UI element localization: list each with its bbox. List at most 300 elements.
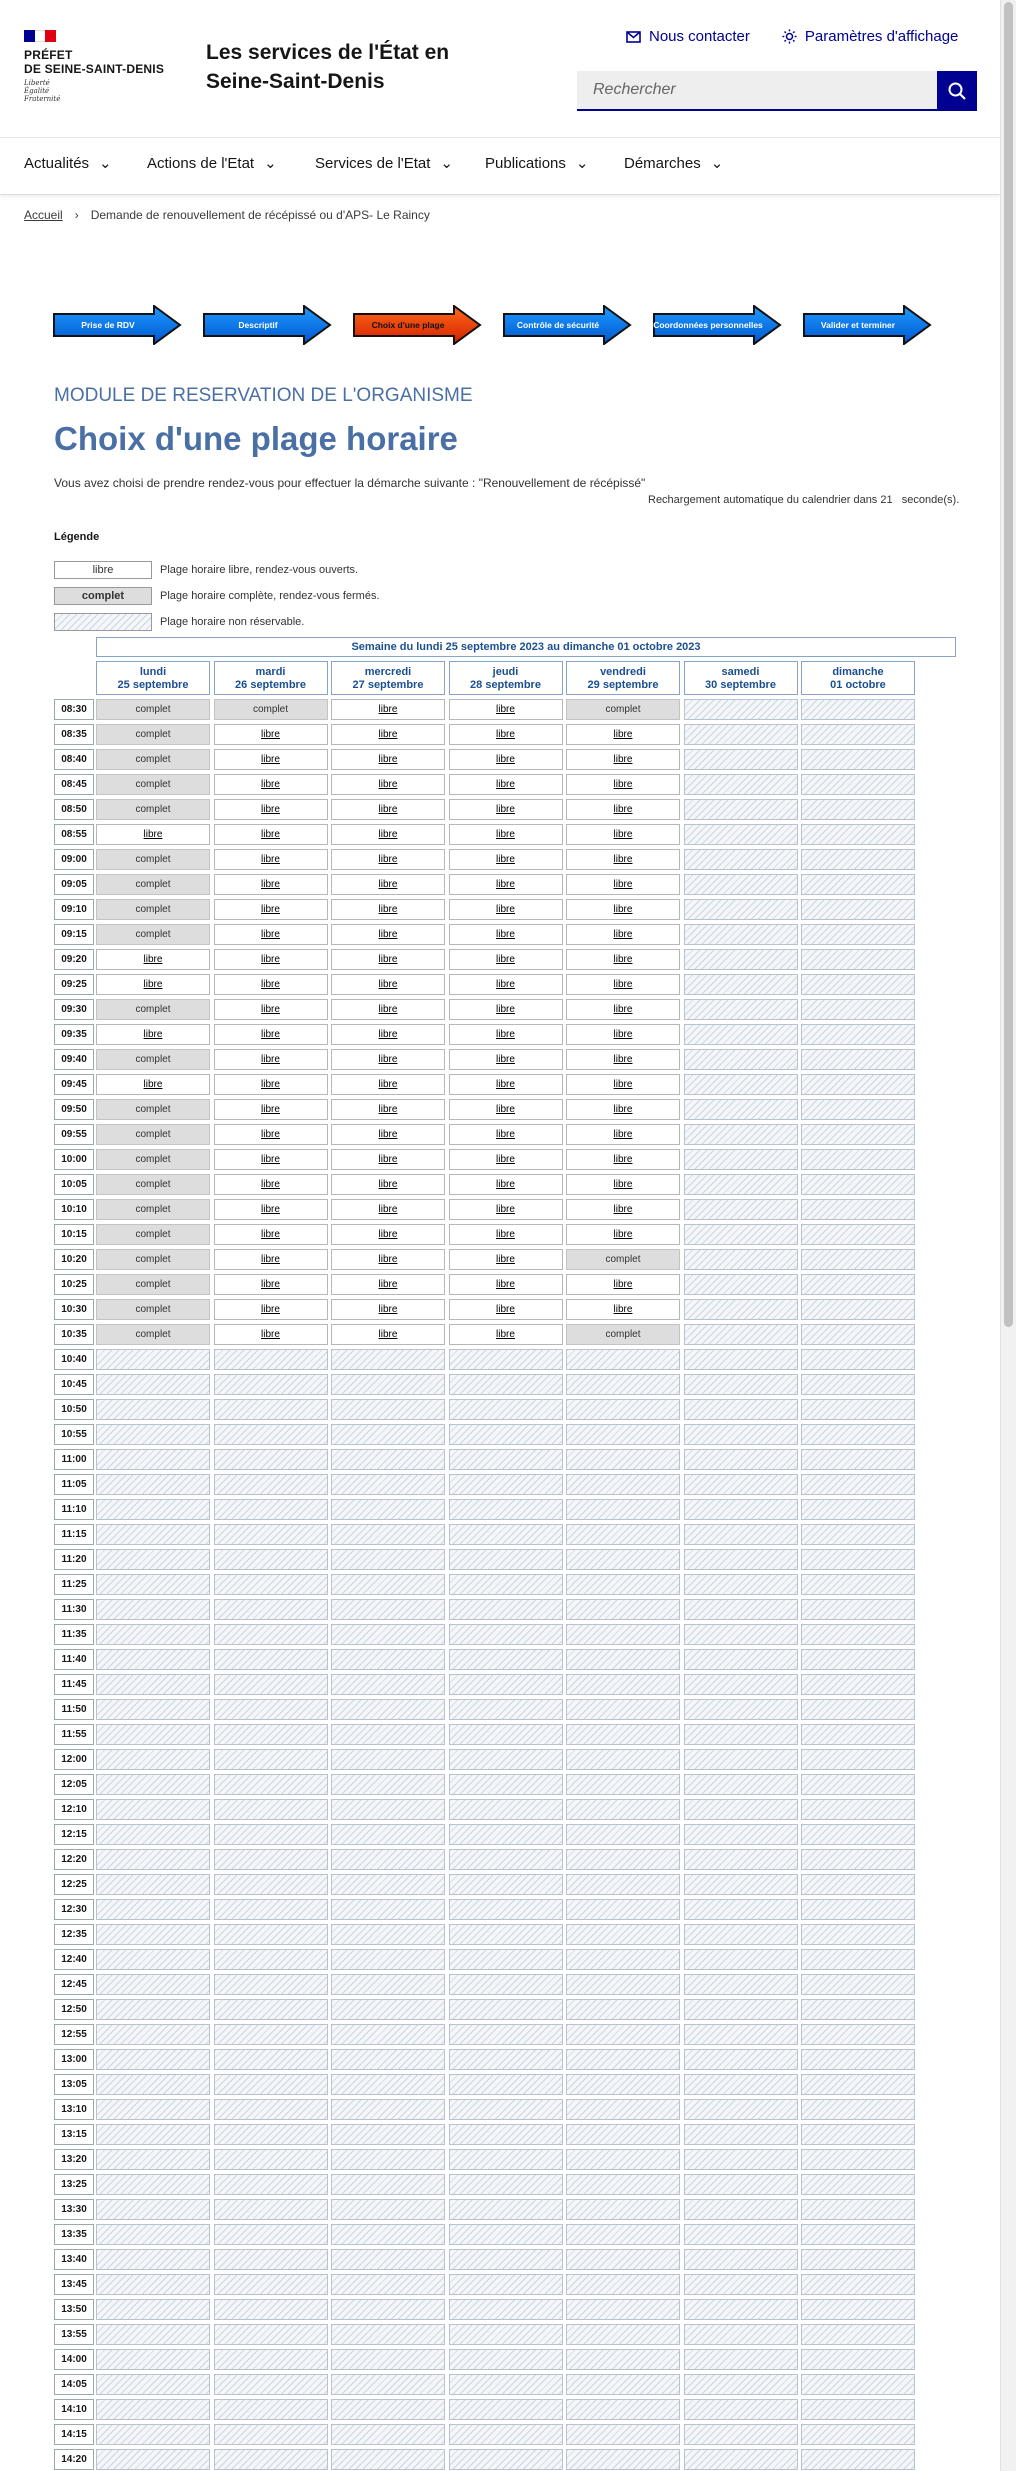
search-button[interactable] xyxy=(937,71,977,111)
slot-libre[interactable]: libre xyxy=(331,924,445,945)
slot-libre[interactable]: libre xyxy=(566,1049,680,1070)
slot-unavailable xyxy=(801,1799,915,1820)
slot-unavailable xyxy=(214,1449,328,1470)
slot-complet: complet xyxy=(566,1324,680,1345)
slot-unavailable xyxy=(449,1474,563,1495)
slot-unavailable xyxy=(214,1599,328,1620)
slot-libre[interactable]: libre xyxy=(331,1124,445,1145)
slot-libre[interactable]: libre xyxy=(449,1249,563,1270)
slot-libre[interactable]: libre xyxy=(566,724,680,745)
slot-unavailable xyxy=(214,1774,328,1795)
slot-libre[interactable]: libre xyxy=(566,1074,680,1095)
slot-libre[interactable]: libre xyxy=(214,1049,328,1070)
slot-libre[interactable]: libre xyxy=(449,974,563,995)
slot-unavailable xyxy=(96,2249,210,2270)
slot-libre[interactable]: libre xyxy=(449,899,563,920)
slot-unavailable xyxy=(684,2299,798,2320)
slot-libre[interactable]: libre xyxy=(331,824,445,845)
slot-libre[interactable]: libre xyxy=(331,1149,445,1170)
time-label: 09:20 xyxy=(54,949,94,970)
slot-libre[interactable]: libre xyxy=(449,774,563,795)
slot-libre[interactable]: libre xyxy=(331,1049,445,1070)
day-date: 29 septembre xyxy=(587,679,659,691)
slot-complet: complet xyxy=(96,849,210,870)
day-name: jeudi xyxy=(492,666,519,678)
slot-unavailable xyxy=(801,1499,915,1520)
slot-unavailable xyxy=(684,699,798,720)
slot-unavailable xyxy=(331,1424,445,1445)
slot-libre[interactable]: libre xyxy=(214,974,328,995)
slot-unavailable xyxy=(566,2199,680,2220)
slot-unavailable xyxy=(96,1674,210,1695)
slot-libre[interactable]: libre xyxy=(214,774,328,795)
slot-libre[interactable]: libre xyxy=(214,799,328,820)
slot-unavailable xyxy=(331,2249,445,2270)
slot-libre[interactable]: libre xyxy=(566,1199,680,1220)
slot-libre[interactable]: libre xyxy=(96,949,210,970)
slot-unavailable xyxy=(449,1349,563,1370)
slot-unavailable xyxy=(331,1974,445,1995)
slot-unavailable xyxy=(801,1399,915,1420)
slot-unavailable xyxy=(801,1924,915,1945)
slot-unavailable xyxy=(801,2099,915,2120)
slot-libre[interactable]: libre xyxy=(331,1299,445,1320)
slot-libre[interactable]: libre xyxy=(214,824,328,845)
slot-unavailable xyxy=(449,1799,563,1820)
french-flag-icon xyxy=(24,30,56,42)
slot-unavailable xyxy=(566,1599,680,1620)
main-nav xyxy=(0,138,1000,195)
search-icon xyxy=(947,81,967,101)
slot-libre[interactable]: libre xyxy=(331,1174,445,1195)
slot-libre[interactable]: libre xyxy=(566,1024,680,1045)
slot-unavailable xyxy=(684,1124,798,1145)
slot-unavailable xyxy=(214,2199,328,2220)
legend-complet xyxy=(54,587,380,605)
slot-unavailable xyxy=(449,2374,563,2395)
slot-unavailable xyxy=(684,1724,798,1745)
slot-unavailable xyxy=(214,1699,328,1720)
nav-actions-etat[interactable]: Actions de l'Etat ⌄ xyxy=(147,154,277,172)
site-name[interactable]: Les services de l'État en Seine-Saint-Denis xyxy=(206,41,450,93)
slot-libre[interactable]: libre xyxy=(566,824,680,845)
time-label: 09:30 xyxy=(54,999,94,1020)
slot-libre[interactable]: libre xyxy=(449,949,563,970)
slot-unavailable xyxy=(96,1949,210,1970)
slot-libre[interactable]: libre xyxy=(566,1149,680,1170)
slot-libre[interactable]: libre xyxy=(331,999,445,1020)
slot-libre[interactable]: libre xyxy=(566,974,680,995)
slot-libre[interactable]: libre xyxy=(96,824,210,845)
slot-unavailable xyxy=(684,1749,798,1770)
slot-unavailable xyxy=(96,2374,210,2395)
slot-libre[interactable]: libre xyxy=(331,1199,445,1220)
slot-unavailable xyxy=(566,1574,680,1595)
slot-unavailable xyxy=(801,1024,915,1045)
slot-libre[interactable]: libre xyxy=(331,849,445,870)
slot-unavailable xyxy=(96,1824,210,1845)
slot-unavailable xyxy=(214,1824,328,1845)
slot-complet: complet xyxy=(566,1249,680,1270)
slot-unavailable xyxy=(566,1474,680,1495)
day-name: mercredi xyxy=(364,666,412,678)
time-label: 13:45 xyxy=(54,2274,94,2295)
slot-unavailable xyxy=(684,2174,798,2195)
slot-libre[interactable]: libre xyxy=(449,874,563,895)
slot-libre[interactable]: libre xyxy=(449,799,563,820)
slot-libre[interactable]: libre xyxy=(566,1299,680,1320)
time-label: 08:35 xyxy=(54,724,94,745)
slot-unavailable xyxy=(684,1449,798,1470)
slot-libre[interactable]: libre xyxy=(566,1274,680,1295)
slot-libre[interactable]: libre xyxy=(449,824,563,845)
slot-unavailable xyxy=(449,2074,563,2095)
slot-unavailable xyxy=(801,1049,915,1070)
module-title: MODULE DE RESERVATION DE L'ORGANISME xyxy=(54,385,473,406)
slot-unavailable xyxy=(684,2349,798,2370)
slot-unavailable xyxy=(566,2374,680,2395)
slot-libre[interactable]: libre xyxy=(566,1174,680,1195)
slot-unavailable xyxy=(801,1424,915,1445)
slot-libre[interactable]: libre xyxy=(331,774,445,795)
step-6 xyxy=(802,305,932,345)
time-label: 13:20 xyxy=(54,2149,94,2170)
slot-unavailable xyxy=(449,1749,563,1770)
slot-libre[interactable]: libre xyxy=(214,999,328,1020)
slot-unavailable xyxy=(801,1849,915,1870)
slot-libre[interactable]: libre xyxy=(331,1324,445,1345)
slot-libre[interactable]: libre xyxy=(449,1199,563,1220)
slot-unavailable xyxy=(449,2224,563,2245)
slot-complet: complet xyxy=(96,724,210,745)
day-date: 01 octobre xyxy=(830,679,886,691)
slot-unavailable xyxy=(449,1899,563,1920)
slot-unavailable xyxy=(331,1874,445,1895)
slot-libre[interactable]: libre xyxy=(214,899,328,920)
display-settings-button[interactable]: Paramètres d'affichage xyxy=(782,28,959,45)
slot-unavailable xyxy=(801,1249,915,1270)
slot-complet: complet xyxy=(96,1124,210,1145)
time-label: 13:35 xyxy=(54,2224,94,2245)
slot-libre[interactable]: libre xyxy=(449,1024,563,1045)
time-label: 14:20 xyxy=(54,2449,94,2470)
legend-complet-swatch: complet xyxy=(54,587,152,605)
slot-libre[interactable]: libre xyxy=(214,949,328,970)
slot-libre[interactable]: libre xyxy=(449,1124,563,1145)
slot-libre[interactable]: libre xyxy=(449,749,563,770)
slot-libre[interactable]: libre xyxy=(566,849,680,870)
time-label: 12:20 xyxy=(54,1849,94,1870)
time-label: 10:05 xyxy=(54,1174,94,1195)
slot-unavailable xyxy=(96,2199,210,2220)
slot-unavailable xyxy=(449,1674,563,1695)
slot-libre[interactable]: libre xyxy=(96,1024,210,1045)
slot-unavailable xyxy=(449,1874,563,1895)
time-label: 09:35 xyxy=(54,1024,94,1045)
slot-unavailable xyxy=(331,2149,445,2170)
slot-unavailable xyxy=(331,2324,445,2345)
slot-unavailable xyxy=(684,1999,798,2020)
time-label: 09:40 xyxy=(54,1049,94,1070)
slot-libre[interactable]: libre xyxy=(566,1099,680,1120)
slot-libre[interactable]: libre xyxy=(449,1274,563,1295)
slot-libre[interactable]: libre xyxy=(449,1174,563,1195)
time-label: 11:00 xyxy=(54,1449,94,1470)
slot-libre[interactable]: libre xyxy=(214,1024,328,1045)
slot-libre[interactable]: libre xyxy=(331,1099,445,1120)
breadcrumb-home[interactable]: Accueil xyxy=(24,208,63,222)
slot-libre[interactable]: libre xyxy=(214,1199,328,1220)
time-label: 12:45 xyxy=(54,1974,94,1995)
slot-unavailable xyxy=(801,1549,915,1570)
slot-unavailable xyxy=(801,1899,915,1920)
slot-libre[interactable]: libre xyxy=(214,1249,328,1270)
slot-libre[interactable]: libre xyxy=(214,1124,328,1145)
slot-libre[interactable]: libre xyxy=(331,724,445,745)
slot-libre[interactable]: libre xyxy=(566,774,680,795)
nav-services-etat[interactable]: Services de l'Etat ⌄ xyxy=(315,154,453,172)
slot-unavailable xyxy=(449,2349,563,2370)
chevron-right-icon: › xyxy=(74,208,79,222)
scrollbar-thumb[interactable] xyxy=(1004,2,1013,1327)
slot-libre[interactable]: libre xyxy=(566,949,680,970)
slot-unavailable xyxy=(684,1649,798,1670)
slot-libre[interactable]: libre xyxy=(331,1224,445,1245)
slot-unavailable xyxy=(214,1849,328,1870)
slot-libre[interactable]: libre xyxy=(214,1099,328,1120)
slot-libre[interactable]: libre xyxy=(331,1024,445,1045)
slot-unavailable xyxy=(96,2174,210,2195)
sun-icon xyxy=(782,29,797,44)
page-scrollbar[interactable] xyxy=(1000,0,1016,2471)
time-label: 13:10 xyxy=(54,2099,94,2120)
slot-unavailable xyxy=(566,2074,680,2095)
time-label: 09:25 xyxy=(54,974,94,995)
slot-unavailable xyxy=(214,2174,328,2195)
contact-link[interactable]: Nous contacter xyxy=(626,28,750,45)
time-label: 14:10 xyxy=(54,2399,94,2420)
time-label: 12:30 xyxy=(54,1899,94,1920)
slot-unavailable xyxy=(566,1824,680,1845)
day-header xyxy=(214,661,328,695)
slot-unavailable xyxy=(684,2424,798,2445)
slot-libre[interactable]: libre xyxy=(566,899,680,920)
slot-libre[interactable]: libre xyxy=(449,849,563,870)
slot-libre[interactable]: libre xyxy=(449,924,563,945)
slot-libre[interactable]: libre xyxy=(331,749,445,770)
slot-unavailable xyxy=(684,2399,798,2420)
slot-unavailable xyxy=(566,2174,680,2195)
slot-libre[interactable]: libre xyxy=(214,1224,328,1245)
slot-libre[interactable]: libre xyxy=(214,749,328,770)
time-label: 13:30 xyxy=(54,2199,94,2220)
slot-libre[interactable]: libre xyxy=(96,974,210,995)
slot-libre[interactable]: libre xyxy=(449,1099,563,1120)
slot-libre[interactable]: libre xyxy=(449,699,563,720)
slot-unavailable xyxy=(801,724,915,745)
time-label: 08:50 xyxy=(54,799,94,820)
slot-unavailable xyxy=(96,1749,210,1770)
nav-publications[interactable]: Publications ⌄ xyxy=(485,154,589,172)
slot-unavailable xyxy=(331,1824,445,1845)
time-label: 11:10 xyxy=(54,1499,94,1520)
slot-complet: complet xyxy=(96,774,210,795)
legend-unavailable xyxy=(54,613,304,631)
slot-unavailable xyxy=(566,1424,680,1445)
search-input[interactable]: Rechercher xyxy=(577,71,937,111)
slot-unavailable xyxy=(684,1074,798,1095)
slot-unavailable xyxy=(96,1799,210,1820)
slot-libre[interactable]: libre xyxy=(449,724,563,745)
slot-unavailable xyxy=(331,1374,445,1395)
slot-libre[interactable]: libre xyxy=(566,799,680,820)
slot-unavailable xyxy=(801,2224,915,2245)
step-2 xyxy=(202,305,332,345)
slot-unavailable xyxy=(801,2424,915,2445)
slot-libre[interactable]: libre xyxy=(566,1224,680,1245)
slot-libre[interactable]: libre xyxy=(566,1124,680,1145)
nav-demarches[interactable]: Démarches ⌄ xyxy=(624,154,724,172)
prefet-logo[interactable] xyxy=(24,30,174,103)
slot-unavailable xyxy=(801,1649,915,1670)
slot-libre[interactable]: libre xyxy=(449,1049,563,1070)
slot-unavailable xyxy=(449,1849,563,1870)
slot-libre[interactable]: libre xyxy=(331,1274,445,1295)
slot-unavailable xyxy=(801,974,915,995)
slot-libre[interactable]: libre xyxy=(214,1274,328,1295)
time-label: 13:40 xyxy=(54,2249,94,2270)
slot-unavailable xyxy=(96,2149,210,2170)
slot-libre[interactable]: libre xyxy=(331,1249,445,1270)
slot-unavailable xyxy=(566,2124,680,2145)
slot-unavailable xyxy=(684,1049,798,1070)
slot-unavailable xyxy=(96,2424,210,2445)
slot-libre[interactable]: libre xyxy=(331,799,445,820)
slot-unavailable xyxy=(331,1449,445,1470)
slot-libre[interactable]: libre xyxy=(214,724,328,745)
day-name: vendredi xyxy=(600,666,646,678)
slot-unavailable xyxy=(449,2099,563,2120)
slot-unavailable xyxy=(684,1399,798,1420)
time-label: 13:15 xyxy=(54,2124,94,2145)
slot-libre[interactable]: libre xyxy=(331,699,445,720)
slot-unavailable xyxy=(449,1549,563,1570)
slot-unavailable xyxy=(449,1999,563,2020)
slot-unavailable xyxy=(449,2299,563,2320)
day-name: lundi xyxy=(139,666,167,678)
slot-unavailable xyxy=(684,749,798,770)
slot-unavailable xyxy=(566,1899,680,1920)
slot-unavailable xyxy=(449,2274,563,2295)
slot-unavailable xyxy=(684,1849,798,1870)
slot-libre[interactable]: libre xyxy=(331,874,445,895)
slot-unavailable xyxy=(96,1524,210,1545)
slot-libre[interactable]: libre xyxy=(214,874,328,895)
slot-unavailable xyxy=(96,2299,210,2320)
time-label: 11:25 xyxy=(54,1574,94,1595)
slot-libre[interactable]: libre xyxy=(331,949,445,970)
slot-libre[interactable]: libre xyxy=(214,1299,328,1320)
slot-unavailable xyxy=(214,2399,328,2420)
time-label: 11:40 xyxy=(54,1649,94,1670)
time-label: 13:25 xyxy=(54,2174,94,2195)
slot-libre[interactable]: libre xyxy=(449,1224,563,1245)
slot-unavailable xyxy=(684,2074,798,2095)
slot-libre[interactable]: libre xyxy=(214,924,328,945)
slot-unavailable xyxy=(331,2374,445,2395)
slot-libre[interactable]: libre xyxy=(214,1174,328,1195)
slot-libre[interactable]: libre xyxy=(449,1299,563,1320)
slot-libre[interactable]: libre xyxy=(566,999,680,1020)
nav-actualites[interactable]: Actualités ⌄ xyxy=(24,154,112,172)
slot-libre[interactable]: libre xyxy=(449,999,563,1020)
slot-complet: complet xyxy=(96,1274,210,1295)
slot-unavailable xyxy=(214,1374,328,1395)
slot-unavailable xyxy=(449,2124,563,2145)
slot-unavailable xyxy=(331,2299,445,2320)
step-label: Choix d'une plage xyxy=(371,320,445,330)
slot-libre[interactable]: libre xyxy=(566,924,680,945)
time-label: 13:55 xyxy=(54,2324,94,2345)
slot-unavailable xyxy=(684,1249,798,1270)
slot-unavailable xyxy=(214,1549,328,1570)
slot-libre[interactable]: libre xyxy=(331,899,445,920)
time-label: 11:45 xyxy=(54,1674,94,1695)
day-name: samedi xyxy=(721,666,760,678)
slot-unavailable xyxy=(214,1949,328,1970)
slot-libre[interactable]: libre xyxy=(214,1324,328,1345)
slot-libre[interactable]: libre xyxy=(214,1074,328,1095)
day-date: 30 septembre xyxy=(705,679,776,691)
slot-unavailable xyxy=(684,2099,798,2120)
slot-libre[interactable]: libre xyxy=(331,1074,445,1095)
slot-unavailable xyxy=(449,2324,563,2345)
slot-unavailable xyxy=(331,1674,445,1695)
slot-unavailable xyxy=(684,1149,798,1170)
slot-unavailable xyxy=(214,2374,328,2395)
slot-libre[interactable]: libre xyxy=(331,974,445,995)
slot-complet: complet xyxy=(96,799,210,820)
slot-unavailable xyxy=(214,2049,328,2070)
slot-unavailable xyxy=(214,2349,328,2370)
slot-unavailable xyxy=(96,2324,210,2345)
slot-unavailable xyxy=(566,2349,680,2370)
time-label: 11:15 xyxy=(54,1524,94,1545)
slot-unavailable xyxy=(449,1424,563,1445)
slot-unavailable xyxy=(801,2274,915,2295)
time-label: 12:40 xyxy=(54,1949,94,1970)
slot-unavailable xyxy=(801,1199,915,1220)
slot-libre[interactable]: libre xyxy=(566,749,680,770)
slot-complet: complet xyxy=(96,924,210,945)
slot-libre[interactable]: libre xyxy=(449,1324,563,1345)
slot-libre[interactable]: libre xyxy=(449,1149,563,1170)
search-bar xyxy=(577,71,977,111)
slot-unavailable xyxy=(684,824,798,845)
slot-unavailable xyxy=(684,1599,798,1620)
slot-unavailable xyxy=(684,1349,798,1370)
slot-libre[interactable]: libre xyxy=(96,1074,210,1095)
slot-unavailable xyxy=(449,1449,563,1470)
slot-libre[interactable]: libre xyxy=(449,1074,563,1095)
slot-libre[interactable]: libre xyxy=(566,874,680,895)
slot-libre[interactable]: libre xyxy=(214,849,328,870)
slot-unavailable xyxy=(684,1874,798,1895)
slot-unavailable xyxy=(331,2449,445,2470)
slot-libre[interactable]: libre xyxy=(214,1149,328,1170)
slot-unavailable xyxy=(684,1774,798,1795)
breadcrumb xyxy=(24,208,430,222)
